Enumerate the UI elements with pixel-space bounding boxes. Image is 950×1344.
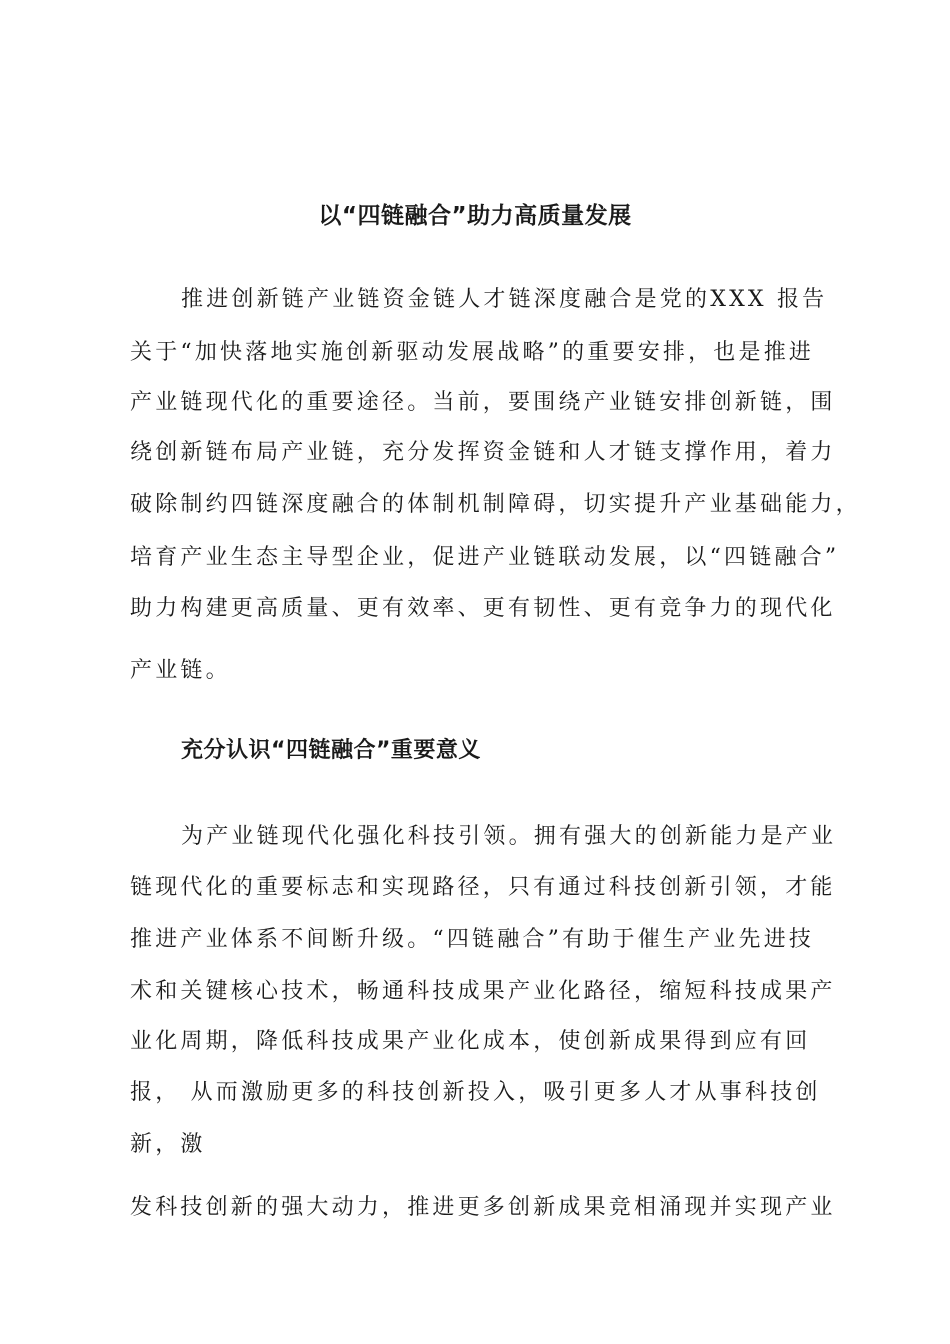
paragraph-line: 推进创新链产业链资金链人才链深度融合是党的XXX 报告: [181, 287, 828, 312]
paragraph-line: 术和关键核心技术，畅通科技成果产业化路径，缩短科技成果产: [130, 979, 836, 1004]
paragraph-line: 破除制约四链深度融合的体制机制障碍，切实提升产业基础能力，: [130, 492, 861, 517]
paragraph-line: 产业链。: [130, 658, 231, 683]
paragraph-line: 绕创新链布局产业链，充分发挥资金链和人才链支撑作用，着力: [130, 440, 836, 465]
paragraph-line: 助力构建更高质量、更有效率、更有韧性、更有竞争力的现代化: [130, 596, 836, 621]
paragraph-line: 推进产业体系不间断升级。“四链融合”有助于催生产业先进技: [130, 927, 815, 952]
section-heading: 充分认识“四链融合”重要意义: [181, 738, 481, 763]
document-title: 以“四链融合”助力高质量发展: [318, 203, 632, 229]
paragraph-line: 为产业链现代化强化科技引领。拥有强大的创新能力是产业: [181, 824, 837, 849]
paragraph-line: 发科技创新的强大动力，推进更多创新成果竞相涌现并实现产业: [130, 1195, 836, 1220]
paragraph-line: 产业链现代化的重要途径。当前，要围绕产业链安排创新链，围: [130, 390, 836, 415]
paragraph-line: 新，激: [130, 1132, 206, 1157]
paragraph-line: 关于“加快落地实施创新驱动发展战略”的重要安排，也是推进: [130, 340, 815, 365]
paragraph-line: 链现代化的重要标志和实现路径，只有通过科技创新引领，才能: [130, 875, 836, 900]
paragraph-line: 报， 从而激励更多的科技创新投入，吸引更多人才从事科技创: [130, 1080, 821, 1105]
paragraph-line: 业化周期，降低科技成果产业化成本，使创新成果得到应有回: [130, 1029, 811, 1054]
paragraph-line: 培育产业生态主导型企业，促进产业链联动发展，以“四链融合”: [130, 545, 840, 570]
